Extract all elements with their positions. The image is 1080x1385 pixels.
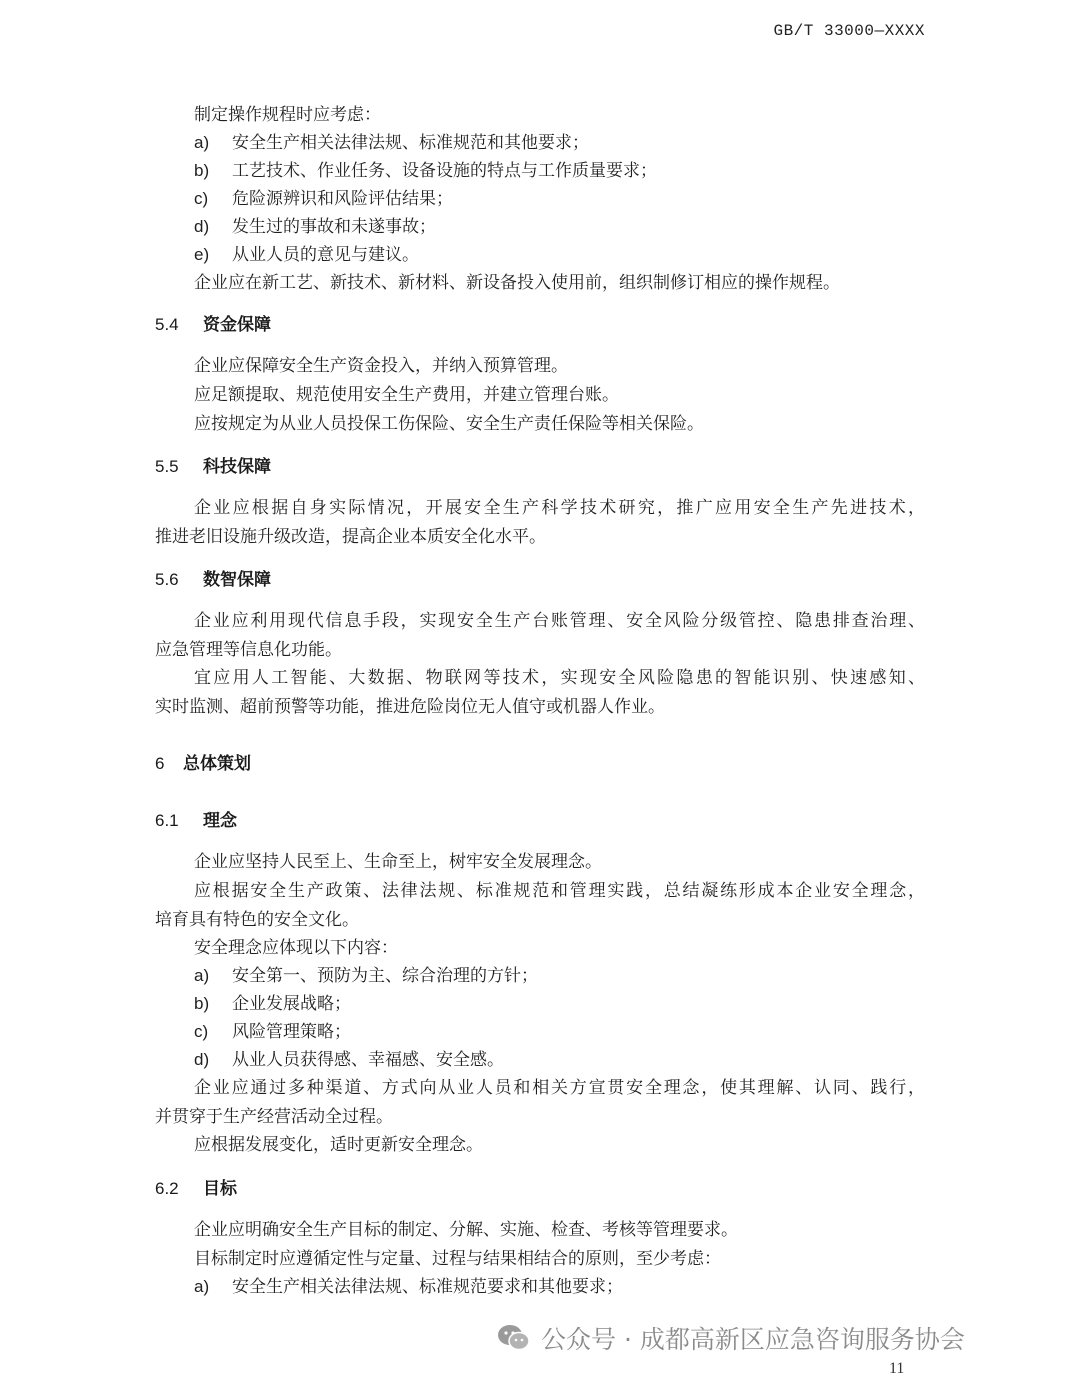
list-item: [194, 1273, 623, 1301]
list-item: [194, 213, 436, 241]
paragraph: 应按规定为从业人员投保工伤保险、安全生产责任保险等相关保险。: [194, 414, 704, 434]
paragraph: [155, 607, 925, 664]
paragraph: 企业应坚持人民至上、生命至上，树牢安全发展理念。: [194, 852, 602, 872]
list-item: [194, 157, 657, 185]
section-title: 科技保障: [203, 457, 271, 477]
list-item: [194, 185, 453, 213]
chapter-heading-6: [155, 750, 251, 778]
list-label: b): [194, 161, 210, 180]
section-heading-5-6: [155, 566, 271, 594]
section-number: 6.1: [155, 811, 179, 830]
list-label: a): [194, 133, 210, 152]
list-text: 从业人员获得感、幸福感、安全感。: [232, 1050, 504, 1070]
paragraph-line: 并贯穿于生产经营活动全过程。: [155, 1106, 393, 1127]
paragraph: 应根据发展变化，适时更新安全理念。: [194, 1135, 483, 1155]
list-item: [194, 962, 538, 990]
list-label: e): [194, 245, 210, 264]
list-text: 企业发展战略；: [232, 994, 351, 1014]
list-label: d): [194, 1050, 210, 1069]
list-text: 安全第一、预防为主、综合治理的方针；: [232, 966, 538, 986]
paragraph: [155, 877, 925, 934]
paragraph: 制定操作规程时应考虑：: [194, 105, 381, 125]
list-label: c): [194, 189, 209, 208]
paragraph: [155, 664, 925, 721]
list-text: 发生过的事故和未遂事故；: [232, 217, 436, 237]
paragraph: 企业应保障安全生产资金投入，并纳入预算管理。: [194, 356, 568, 376]
document-code-header: GB/T 33000—XXXX: [773, 22, 925, 40]
list-label: a): [194, 966, 210, 985]
paragraph: [155, 1074, 925, 1131]
section-number: 5.6: [155, 570, 179, 589]
list-item: [194, 241, 419, 269]
paragraph: 应足额提取、规范使用安全生产费用，并建立管理台账。: [194, 385, 619, 405]
list-label: b): [194, 994, 210, 1013]
list-label: c): [194, 1022, 209, 1041]
paragraph: 企业应明确安全生产目标的制定、分解、实施、检查、考核等管理要求。: [194, 1220, 738, 1240]
section-number: 6.2: [155, 1179, 179, 1198]
list-text: 危险源辨识和风险评估结果；: [232, 189, 453, 209]
list-item: [194, 1018, 351, 1046]
paragraph: 企业应在新工艺、新技术、新材料、新设备投入使用前，组织制修订相应的操作规程。: [194, 273, 840, 293]
paragraph-line: 企业应通过多种渠道、方式向从业人员和相关方宣贯安全理念，使其理解、认同、践行，: [194, 1078, 925, 1098]
section-number: 5.5: [155, 457, 179, 476]
paragraph-line: 应根据安全生产政策、法律法规、标准规范和管理实践，总结凝练形成本企业安全理念，: [194, 881, 925, 901]
section-number: 5.4: [155, 315, 179, 334]
list-item: [194, 1046, 504, 1074]
list-text: 安全生产相关法律法规、标准规范和其他要求；: [232, 133, 589, 153]
chapter-title: 总体策划: [183, 754, 251, 774]
wechat-icon: [497, 1323, 531, 1353]
list-item: [194, 129, 589, 157]
section-title: 资金保障: [203, 315, 271, 335]
chapter-number: 6: [155, 754, 165, 773]
list-text: 风险管理策略；: [232, 1022, 351, 1042]
section-heading-6-2: [155, 1175, 237, 1203]
paragraph-line: 实时监测、超前预警等功能，推进危险岗位无人值守或机器人作业。: [155, 696, 665, 717]
list-text: 工艺技术、作业任务、设备设施的特点与工作质量要求；: [232, 161, 657, 181]
paragraph: 安全理念应体现以下内容：: [194, 938, 398, 958]
watermark-text: 公众号 · 成都高新区应急咨询服务协会: [541, 1325, 965, 1354]
list-item: [194, 990, 351, 1018]
paragraph-line: 宜应用人工智能、大数据、物联网等技术，实现安全风险隐患的智能识别、快速感知、: [194, 668, 925, 688]
section-title: 目标: [203, 1179, 237, 1199]
list-label: a): [194, 1277, 210, 1296]
list-text: 从业人员的意见与建议。: [232, 245, 419, 265]
section-heading-5-5: [155, 453, 271, 481]
paragraph-line: 企业应利用现代信息手段，实现安全生产台账管理、安全风险分级管控、隐患排查治理、: [194, 611, 925, 631]
paragraph-line: 应急管理等信息化功能。: [155, 639, 342, 660]
paragraph: [155, 494, 925, 551]
list-label: d): [194, 217, 210, 236]
paragraph-line: 企业应根据自身实际情况，开展安全生产科学技术研究，推广应用安全生产先进技术，: [194, 498, 925, 518]
section-title: 数智保障: [203, 570, 271, 590]
paragraph: 目标制定时应遵循定性与定量、过程与结果相结合的原则，至少考虑：: [194, 1249, 721, 1269]
paragraph-line: 培育具有特色的安全文化。: [155, 909, 359, 930]
section-heading-5-4: [155, 311, 271, 339]
wechat-watermark: [497, 1318, 965, 1358]
page-number: 11: [889, 1360, 905, 1377]
paragraph-line: 推进老旧设施升级改造，提高企业本质安全化水平。: [155, 526, 546, 547]
list-text: 安全生产相关法律法规、标准规范要求和其他要求；: [232, 1277, 623, 1297]
section-title: 理念: [203, 811, 237, 831]
section-heading-6-1: [155, 807, 237, 835]
